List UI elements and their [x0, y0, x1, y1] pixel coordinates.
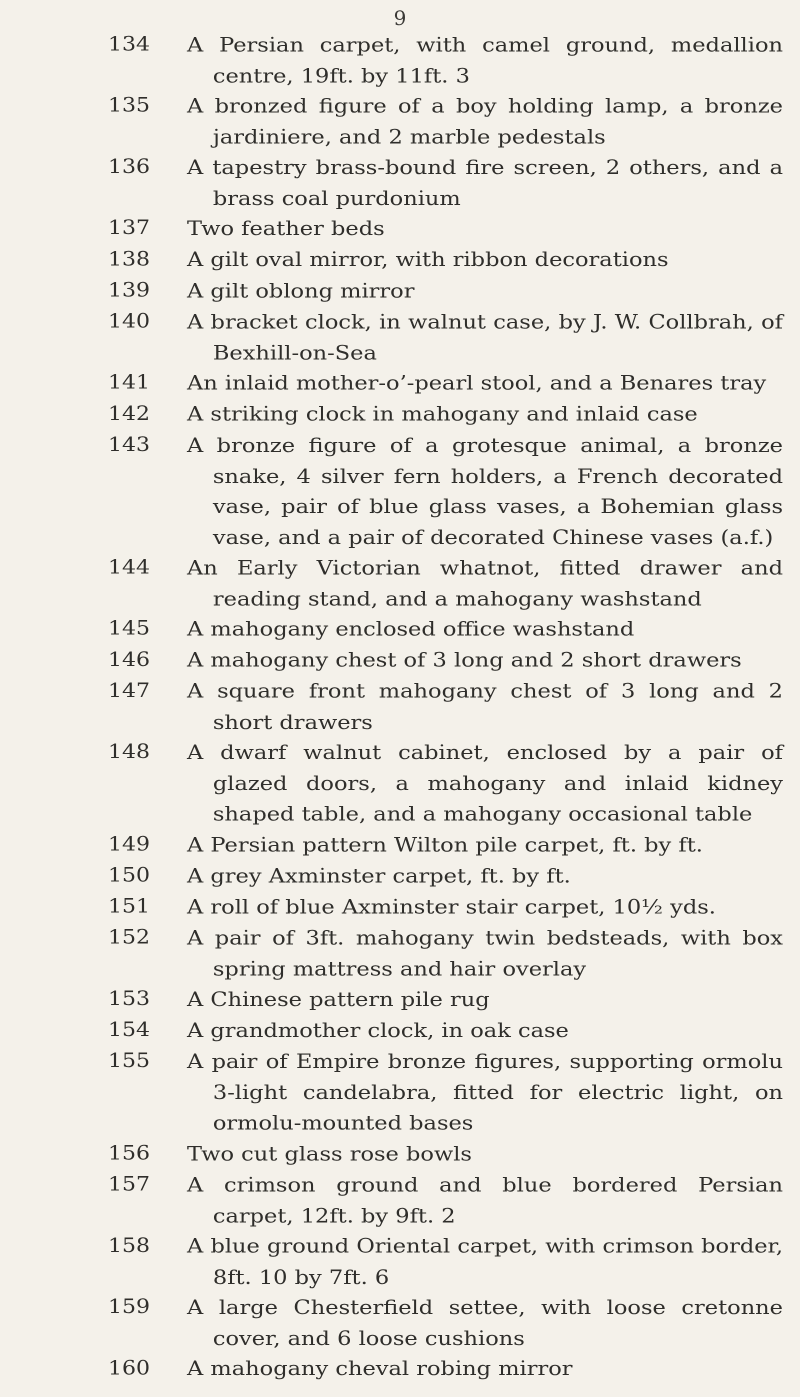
- lot-description: A tapestry brass-bound fire screen, 2 others, and a brass coal purdonium: [187, 156, 783, 210]
- lot-description: A Chinese pattern pile rug: [187, 988, 490, 1012]
- lot-number: 141: [108, 371, 150, 395]
- lot-number: 149: [108, 833, 150, 856]
- lot-description: A bronze figure of a grotesque animal, a bronze snake, 4 silver fern holders, a French decorated vase, pair of blue glass vases, a Bohemian glass vase, and a pair of decorated Chinese vases (a.f.): [187, 434, 783, 550]
- lot-number: 158: [108, 1234, 150, 1258]
- lot-number: 146: [108, 648, 150, 672]
- lot-number: 143: [108, 434, 150, 457]
- lot-number: 147: [108, 679, 150, 703]
- lot-description: Two feather beds: [187, 217, 385, 241]
- lot-number: 135: [108, 94, 150, 118]
- lot-description: A mahogany enclosed office washstand: [187, 617, 635, 641]
- lot-number: 136: [108, 156, 150, 179]
- lot-number: 144: [108, 556, 150, 579]
- lot-number: 150: [108, 864, 150, 887]
- lot-description: A blue ground Oriental carpet, with crimson border, 8ft. 10 by 7ft. 6: [187, 1234, 783, 1289]
- lot-number: 139: [108, 279, 150, 302]
- lot-description: A bronzed figure of a boy holding lamp, a bronze jardiniere, and 2 marble pedestals: [187, 94, 783, 149]
- lot-description: A mahogany cheval robing mirror: [187, 1357, 573, 1381]
- lot-description: A large Chesterfield settee, with loose cretonne cover, and 6 loose cushions: [187, 1296, 783, 1351]
- lot-number: 137: [108, 217, 150, 240]
- lot-number: 155: [108, 1050, 150, 1073]
- lot-number: 159: [108, 1296, 150, 1319]
- lot-description: A Persian pattern Wilton pile carpet, ft. by ft.: [187, 833, 703, 857]
- lot-number: 151: [108, 895, 150, 918]
- lot-description: A roll of blue Axminster stair carpet, 10½ yds.: [187, 895, 716, 919]
- lot-number: 134: [108, 33, 150, 56]
- lot-number: 153: [108, 988, 150, 1011]
- lot-number: 160: [108, 1357, 150, 1380]
- lot-description: A gilt oblong mirror: [187, 279, 415, 303]
- lot-description: A pair of 3ft. mahogany twin bedsteads, with box spring mattress and hair overlay: [187, 926, 783, 981]
- lot-number: 138: [108, 248, 150, 271]
- lot-number: 142: [108, 402, 150, 426]
- lot-description: A mahogany chest of 3 long and 2 short drawers: [187, 648, 742, 672]
- lot-description: A Persian carpet, with camel ground, medallion centre, 19ft. by 11ft. 3: [187, 33, 783, 88]
- lot-number: 148: [108, 741, 150, 764]
- lot-description: A crimson ground and blue bordered Persian carpet, 12ft. by 9ft. 2: [187, 1173, 783, 1228]
- lot-number: 152: [108, 926, 150, 950]
- lot-description: A bracket clock, in walnut case, by J. W. Collbrah, of Bexhill-on-Sea: [187, 310, 783, 365]
- lot-description: A striking clock in mahogany and inlaid case: [187, 402, 698, 427]
- lot-number: 140: [108, 310, 150, 333]
- lot-number: 156: [108, 1142, 150, 1165]
- lot-description: A grandmother clock, in oak case: [187, 1019, 569, 1043]
- lot-number: 145: [108, 617, 150, 641]
- lot-description: An Early Victorian whatnot, fitted drawer and reading stand, and a mahogany washstand: [187, 556, 783, 611]
- lot-description: A gilt oval mirror, with ribbon decorations: [187, 248, 669, 272]
- lot-description: A pair of Empire bronze figures, supporting ormolu 3-light candelabra, fitted for electric light, on ormolu-mounted bases: [187, 1050, 783, 1135]
- lot-description: A square front mahogany chest of 3 long and 2 short drawers: [187, 679, 783, 734]
- lot-number: 157: [108, 1173, 150, 1196]
- page-number: 9: [393, 6, 407, 30]
- lot-description: Two cut glass rose bowls: [187, 1142, 472, 1166]
- lot-description: A dwarf walnut cabinet, enclosed by a pair of glazed doors, a mahogany and inlaid kidney shaped table, and a mahogany occasional table: [187, 741, 783, 826]
- lot-number: 154: [108, 1019, 150, 1042]
- lot-description: A grey Axminster carpet, ft. by ft.: [187, 864, 571, 888]
- lot-description: An inlaid mother-o’-pearl stool, and a Benares tray: [187, 371, 767, 395]
